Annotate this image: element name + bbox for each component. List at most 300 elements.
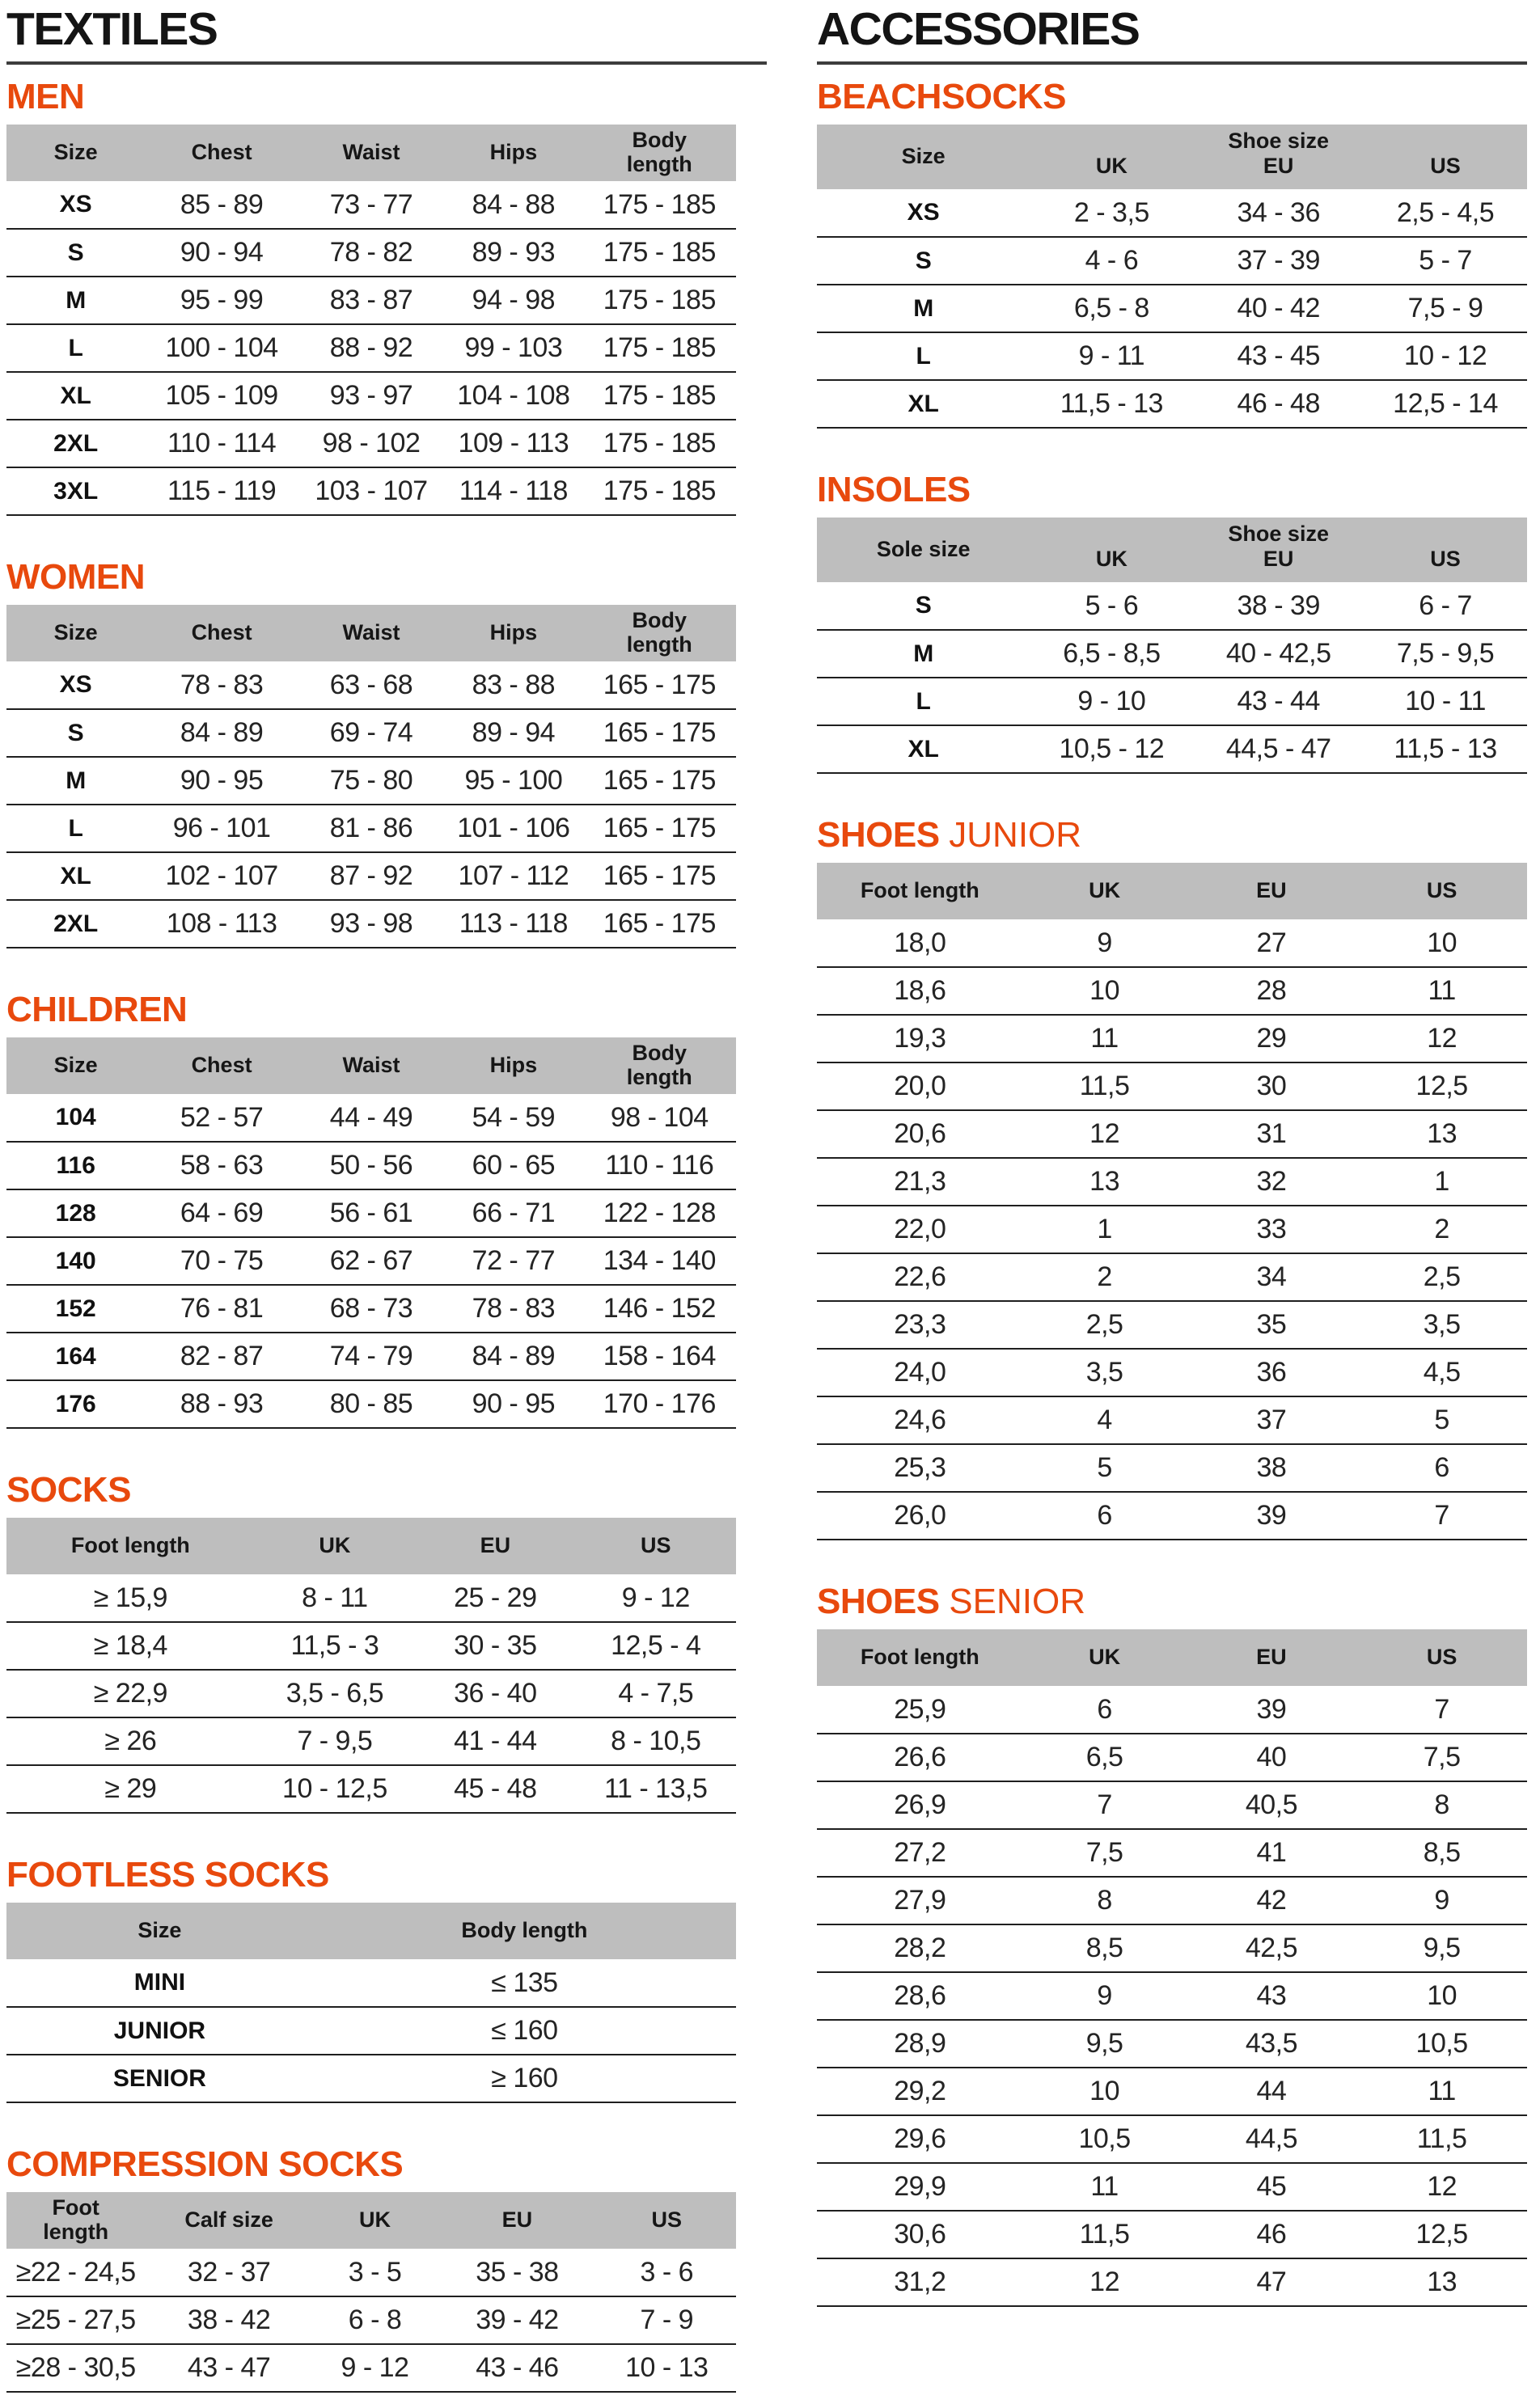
row-label-cell: L	[817, 678, 1030, 725]
table-row	[817, 1158, 1527, 1206]
table-row	[817, 1734, 1527, 1781]
socks-size-table	[6, 1518, 736, 1814]
value-cell: 7 - 9,5	[255, 1717, 415, 1765]
value-cell: 82 - 87	[145, 1333, 298, 1380]
value-cell: 78 - 83	[444, 1285, 582, 1333]
value-cell: 90 - 95	[145, 757, 298, 805]
value-cell: 175 - 185	[583, 372, 736, 420]
row-label-cell: S	[6, 709, 145, 757]
value-cell: 62 - 67	[298, 1237, 444, 1285]
value-cell: 12,5	[1356, 1062, 1527, 1110]
row-label-cell: 29,2	[817, 2068, 1023, 2115]
column-header-eu: EU	[437, 2192, 597, 2249]
value-cell: 56 - 61	[298, 1189, 444, 1237]
value-cell: 11 - 13,5	[576, 1765, 736, 1813]
table-row	[817, 2115, 1527, 2163]
value-cell: 43 - 46	[437, 2344, 597, 2392]
row-label-cell: ≥22 - 24,5	[6, 2249, 145, 2296]
value-cell: 96 - 101	[145, 805, 298, 852]
table-row	[817, 2163, 1527, 2211]
value-cell: 46	[1187, 2211, 1357, 2258]
children-heading: CHILDREN	[6, 990, 188, 1029]
value-cell: 2	[1356, 1206, 1527, 1253]
value-cell: 40,5	[1187, 1781, 1357, 1829]
row-label-cell: SENIOR	[6, 2055, 313, 2102]
value-cell: 27	[1187, 919, 1357, 967]
value-cell: 4,5	[1356, 1349, 1527, 1396]
value-cell: 32	[1187, 1158, 1357, 1206]
row-label-cell: XS	[6, 181, 145, 229]
value-cell: 84 - 89	[145, 709, 298, 757]
row-label-cell: ≥ 18,4	[6, 1622, 255, 1670]
header-row	[6, 605, 736, 661]
row-label-cell: ≥ 22,9	[6, 1670, 255, 1717]
section-socks	[6, 1471, 767, 1814]
row-label-cell: 24,6	[817, 1396, 1023, 1444]
value-cell: 12,5 - 14	[1364, 380, 1527, 428]
value-cell: 94 - 98	[444, 277, 582, 324]
beachsocks-heading: BEACHSOCKS	[817, 77, 1066, 116]
table-row	[6, 1094, 736, 1142]
table-row	[6, 1765, 736, 1813]
row-label-cell: XL	[817, 725, 1030, 773]
value-cell: 39 - 42	[437, 2296, 597, 2344]
value-cell: 75 - 80	[298, 757, 444, 805]
column-header-sole-size: Sole size	[817, 518, 1030, 582]
value-cell: 175 - 185	[583, 277, 736, 324]
value-cell: 40 - 42,5	[1193, 630, 1364, 678]
column-header-size: Size	[6, 1037, 145, 1094]
value-cell: 11	[1356, 967, 1527, 1015]
table-row	[6, 1380, 736, 1428]
value-cell: ≥ 160	[313, 2055, 736, 2102]
header-row	[6, 1903, 736, 1959]
value-cell: 175 - 185	[583, 324, 736, 372]
value-cell: 170 - 176	[583, 1380, 736, 1428]
table-row	[6, 1237, 736, 1285]
value-cell: 103 - 107	[298, 467, 444, 515]
table-row	[6, 709, 736, 757]
value-cell: 2	[1023, 1253, 1187, 1301]
value-cell: 89 - 93	[444, 229, 582, 277]
value-cell: 76 - 81	[145, 1285, 298, 1333]
table-row	[6, 900, 736, 948]
value-cell: 93 - 98	[298, 900, 444, 948]
value-cell: 8 - 11	[255, 1574, 415, 1622]
value-cell: 42	[1187, 1877, 1357, 1924]
header-row	[817, 863, 1527, 919]
table-row	[6, 2055, 736, 2102]
value-cell: 165 - 175	[583, 900, 736, 948]
table-row	[817, 2068, 1527, 2115]
section-compression-socks	[6, 2145, 767, 2393]
value-cell: 9,5	[1023, 2020, 1187, 2068]
table-row	[6, 1670, 736, 1717]
table-row	[6, 1574, 736, 1622]
value-cell: 11,5	[1023, 1062, 1187, 1110]
table-row	[817, 2020, 1527, 2068]
value-cell: 108 - 113	[145, 900, 298, 948]
value-cell: 165 - 175	[583, 757, 736, 805]
value-cell: 38 - 42	[145, 2296, 312, 2344]
table-row	[817, 237, 1527, 285]
row-label-cell: 152	[6, 1285, 145, 1333]
value-cell: 105 - 109	[145, 372, 298, 420]
value-cell: 5 - 7	[1364, 237, 1527, 285]
header-row	[6, 1037, 736, 1094]
value-cell: 3 - 6	[598, 2249, 736, 2296]
value-cell: 25 - 29	[415, 1574, 575, 1622]
value-cell: 74 - 79	[298, 1333, 444, 1380]
beachsocks-table	[817, 125, 1527, 429]
title-divider	[817, 61, 1527, 65]
row-label-cell: 27,2	[817, 1829, 1023, 1877]
value-cell: 39	[1187, 1686, 1357, 1734]
row-label-cell: 140	[6, 1237, 145, 1285]
row-label-cell: XL	[817, 380, 1030, 428]
value-cell: 165 - 175	[583, 852, 736, 900]
column-header-size: Size	[817, 125, 1030, 189]
value-cell: 1	[1023, 1206, 1187, 1253]
shoes-junior-heading	[817, 816, 1527, 855]
row-label-cell: 25,9	[817, 1686, 1023, 1734]
value-cell: 114 - 118	[444, 467, 582, 515]
value-cell: 5	[1023, 1444, 1187, 1492]
value-cell: 33	[1187, 1206, 1357, 1253]
table-row	[6, 324, 736, 372]
value-cell: 44	[1187, 2068, 1357, 2115]
value-cell: 81 - 86	[298, 805, 444, 852]
value-cell: 88 - 92	[298, 324, 444, 372]
table-row	[6, 372, 736, 420]
value-cell: 3,5 - 6,5	[255, 1670, 415, 1717]
value-cell: 89 - 94	[444, 709, 582, 757]
table-row	[6, 2007, 736, 2055]
value-cell: 12,5 - 4	[576, 1622, 736, 1670]
column-header-shoe-size-group: Shoe size	[1030, 125, 1527, 154]
accessories-title: ACCESSORIES	[817, 3, 1140, 55]
value-cell: 41 - 44	[415, 1717, 575, 1765]
value-cell: 2,5 - 4,5	[1364, 189, 1527, 237]
textiles-title: TEXTILES	[6, 3, 218, 55]
value-cell: 10	[1356, 1972, 1527, 2020]
table-row	[6, 420, 736, 467]
value-cell: 52 - 57	[145, 1094, 298, 1142]
value-cell: 13	[1023, 1158, 1187, 1206]
table-row	[817, 2258, 1527, 2306]
shoes-junior-table	[817, 863, 1527, 1540]
value-cell: 87 - 92	[298, 852, 444, 900]
value-cell: 158 - 164	[583, 1333, 736, 1380]
column-header-waist: Waist	[298, 1037, 444, 1094]
table-row	[817, 1686, 1527, 1734]
row-label-cell: 164	[6, 1333, 145, 1380]
value-cell: 11,5	[1023, 2211, 1187, 2258]
column-header-body-length: Body length	[583, 605, 736, 661]
value-cell: 146 - 152	[583, 1285, 736, 1333]
value-cell: 175 - 185	[583, 181, 736, 229]
table-row	[817, 630, 1527, 678]
row-label-cell: 28,9	[817, 2020, 1023, 2068]
row-label-cell: 116	[6, 1142, 145, 1189]
column-header-foot-length: Foot length	[817, 1629, 1023, 1686]
footless-socks-table	[6, 1903, 736, 2103]
column-header-size: Size	[6, 125, 145, 181]
value-cell: 6 - 8	[313, 2296, 437, 2344]
women-size-table	[6, 605, 736, 948]
compression-socks-heading: COMPRESSION SOCKS	[6, 2144, 404, 2184]
value-cell: 35	[1187, 1301, 1357, 1349]
table-row	[817, 1877, 1527, 1924]
value-cell: 7 - 9	[598, 2296, 736, 2344]
value-cell: 5	[1356, 1396, 1527, 1444]
value-cell: 6	[1023, 1492, 1187, 1540]
value-cell: 99 - 103	[444, 324, 582, 372]
table-row	[6, 1285, 736, 1333]
column-header-uk: UK	[313, 2192, 437, 2249]
column-header-hips: Hips	[444, 605, 582, 661]
table-row	[6, 1622, 736, 1670]
title-divider	[6, 61, 767, 65]
value-cell: 6,5	[1023, 1734, 1187, 1781]
value-cell: 2,5	[1356, 1253, 1527, 1301]
value-cell: 3 - 5	[313, 2249, 437, 2296]
value-cell: 165 - 175	[583, 661, 736, 709]
value-cell: 7	[1356, 1492, 1527, 1540]
table-row	[817, 380, 1527, 428]
table-row	[6, 2344, 736, 2392]
table-row	[6, 1142, 736, 1189]
row-label-cell: XS	[817, 189, 1030, 237]
value-cell: 68 - 73	[298, 1285, 444, 1333]
row-label-cell: 104	[6, 1094, 145, 1142]
value-cell: 50 - 56	[298, 1142, 444, 1189]
column-header-chest: Chest	[145, 125, 298, 181]
value-cell: 1	[1356, 1158, 1527, 1206]
men-size-table	[6, 125, 736, 516]
value-cell: 44,5 - 47	[1193, 725, 1364, 773]
shoes-senior-heading	[817, 1582, 1527, 1621]
row-label-cell: 176	[6, 1380, 145, 1428]
value-cell: 83 - 87	[298, 277, 444, 324]
table-row	[6, 1333, 736, 1380]
column-header-uk: UK	[1030, 547, 1193, 582]
table-row	[817, 1396, 1527, 1444]
column-header-body-length: Body length	[313, 1903, 736, 1959]
table-row	[817, 1015, 1527, 1062]
accessories-column	[817, 3, 1527, 2307]
header-row-group	[817, 518, 1527, 547]
section-beachsocks	[817, 78, 1527, 429]
value-cell: 104 - 108	[444, 372, 582, 420]
value-cell: 80 - 85	[298, 1380, 444, 1428]
value-cell: 85 - 89	[145, 181, 298, 229]
value-cell: 83 - 88	[444, 661, 582, 709]
value-cell: 78 - 82	[298, 229, 444, 277]
value-cell: 10	[1023, 2068, 1187, 2115]
value-cell: 43 - 45	[1193, 332, 1364, 380]
value-cell: 134 - 140	[583, 1237, 736, 1285]
value-cell: 12	[1023, 1110, 1187, 1158]
value-cell: 11	[1023, 1015, 1187, 1062]
value-cell: 95 - 99	[145, 277, 298, 324]
value-cell: 175 - 185	[583, 229, 736, 277]
column-header-uk: UK	[1023, 863, 1187, 919]
value-cell: 72 - 77	[444, 1237, 582, 1285]
value-cell: 12	[1356, 2163, 1527, 2211]
row-label-cell: 26,9	[817, 1781, 1023, 1829]
table-row	[6, 229, 736, 277]
row-label-cell: L	[6, 324, 145, 372]
value-cell: 38 - 39	[1193, 582, 1364, 630]
value-cell: 46 - 48	[1193, 380, 1364, 428]
value-cell: 70 - 75	[145, 1237, 298, 1285]
value-cell: ≤ 135	[313, 1959, 736, 2007]
column-header-calf-size: Calf size	[145, 2192, 312, 2249]
table-row	[817, 1972, 1527, 2020]
row-label-cell: 27,9	[817, 1877, 1023, 1924]
value-cell: 36 - 40	[415, 1670, 575, 1717]
value-cell: 45 - 48	[415, 1765, 575, 1813]
row-label-cell: 22,0	[817, 1206, 1023, 1253]
table-row	[6, 661, 736, 709]
value-cell: 10,5	[1356, 2020, 1527, 2068]
section-men	[6, 78, 767, 516]
column-header-us: US	[1356, 1629, 1527, 1686]
header-row	[6, 125, 736, 181]
header-row	[6, 1518, 736, 1574]
value-cell: 10 - 12	[1364, 332, 1527, 380]
table-row	[817, 1444, 1527, 1492]
table-row	[6, 852, 736, 900]
value-cell: 32 - 37	[145, 2249, 312, 2296]
value-cell: 95 - 100	[444, 757, 582, 805]
section-children	[6, 991, 767, 1429]
row-label-cell: 28,2	[817, 1924, 1023, 1972]
row-label-cell: 29,6	[817, 2115, 1023, 2163]
value-cell: 29	[1187, 1015, 1357, 1062]
row-label-cell: L	[817, 332, 1030, 380]
value-cell: 34 - 36	[1193, 189, 1364, 237]
value-cell: 43,5	[1187, 2020, 1357, 2068]
row-label-cell: JUNIOR	[6, 2007, 313, 2055]
value-cell: 12,5	[1356, 2211, 1527, 2258]
table-row	[817, 285, 1527, 332]
column-header-us: US	[1364, 547, 1527, 582]
value-cell: 37 - 39	[1193, 237, 1364, 285]
column-header-waist: Waist	[298, 125, 444, 181]
row-label-cell: ≥ 26	[6, 1717, 255, 1765]
column-header-body-length: Body length	[583, 125, 736, 181]
value-cell: 12	[1023, 2258, 1187, 2306]
children-size-table	[6, 1037, 736, 1429]
value-cell: 73 - 77	[298, 181, 444, 229]
value-cell: 6,5 - 8	[1030, 285, 1193, 332]
shoes-senior-table	[817, 1629, 1527, 2307]
row-label-cell: 18,0	[817, 919, 1023, 967]
value-cell: 10,5 - 12	[1030, 725, 1193, 773]
value-cell: 10 - 12,5	[255, 1765, 415, 1813]
column-header-eu: EU	[1193, 547, 1364, 582]
table-row	[6, 2249, 736, 2296]
column-header-chest: Chest	[145, 605, 298, 661]
value-cell: 8,5	[1023, 1924, 1187, 1972]
value-cell: 11,5 - 13	[1030, 380, 1193, 428]
value-cell: 4 - 7,5	[576, 1670, 736, 1717]
table-row	[817, 2211, 1527, 2258]
section-shoes-junior	[817, 816, 1527, 1540]
shoes-heading-light: JUNIOR	[949, 815, 1082, 855]
row-label-cell: S	[6, 229, 145, 277]
column-header-uk: UK	[1030, 154, 1193, 189]
value-cell: 107 - 112	[444, 852, 582, 900]
row-label-cell: 25,3	[817, 1444, 1023, 1492]
column-header-uk: UK	[1023, 1629, 1187, 1686]
column-header-eu: EU	[1187, 1629, 1357, 1686]
row-label-cell: 31,2	[817, 2258, 1023, 2306]
row-label-cell: ≥ 29	[6, 1765, 255, 1813]
value-cell: 8	[1356, 1781, 1527, 1829]
value-cell: 69 - 74	[298, 709, 444, 757]
table-row	[6, 1959, 736, 2007]
table-row	[6, 1189, 736, 1237]
value-cell: 11,5	[1356, 2115, 1527, 2163]
textiles-column	[6, 3, 767, 2393]
row-label-cell: XL	[6, 372, 145, 420]
value-cell: 30	[1187, 1062, 1357, 1110]
value-cell: 47	[1187, 2258, 1357, 2306]
value-cell: 3,5	[1356, 1301, 1527, 1349]
row-label-cell: S	[817, 582, 1030, 630]
column-header-body-length: Body length	[583, 1037, 736, 1094]
row-label-cell: 20,6	[817, 1110, 1023, 1158]
value-cell: 9 - 11	[1030, 332, 1193, 380]
row-label-cell: 29,9	[817, 2163, 1023, 2211]
row-label-cell: S	[817, 237, 1030, 285]
row-label-cell: 18,6	[817, 967, 1023, 1015]
row-label-cell: 128	[6, 1189, 145, 1237]
value-cell: 10 - 13	[598, 2344, 736, 2392]
insoles-heading: INSOLES	[817, 470, 971, 509]
column-header-hips: Hips	[444, 1037, 582, 1094]
value-cell: 6 - 7	[1364, 582, 1527, 630]
row-label-cell: M	[6, 757, 145, 805]
section-women	[6, 558, 767, 948]
value-cell: 11,5 - 3	[255, 1622, 415, 1670]
header-row-group	[817, 125, 1527, 154]
row-label-cell: 21,3	[817, 1158, 1023, 1206]
column-header-eu: EU	[415, 1518, 575, 1574]
value-cell: 8,5	[1356, 1829, 1527, 1877]
value-cell: 9	[1023, 1972, 1187, 2020]
row-label-cell: 3XL	[6, 467, 145, 515]
table-row	[817, 1062, 1527, 1110]
value-cell: 42,5	[1187, 1924, 1357, 1972]
value-cell: ≤ 160	[313, 2007, 736, 2055]
row-label-cell: MINI	[6, 1959, 313, 2007]
value-cell: 7,5	[1356, 1734, 1527, 1781]
table-row	[6, 757, 736, 805]
value-cell: 4	[1023, 1396, 1187, 1444]
value-cell: 40 - 42	[1193, 285, 1364, 332]
table-row	[817, 1829, 1527, 1877]
value-cell: 5 - 6	[1030, 582, 1193, 630]
value-cell: 36	[1187, 1349, 1357, 1396]
value-cell: 4 - 6	[1030, 237, 1193, 285]
value-cell: 7	[1356, 1686, 1527, 1734]
section-insoles	[817, 471, 1527, 774]
row-label-cell: ≥28 - 30,5	[6, 2344, 145, 2392]
